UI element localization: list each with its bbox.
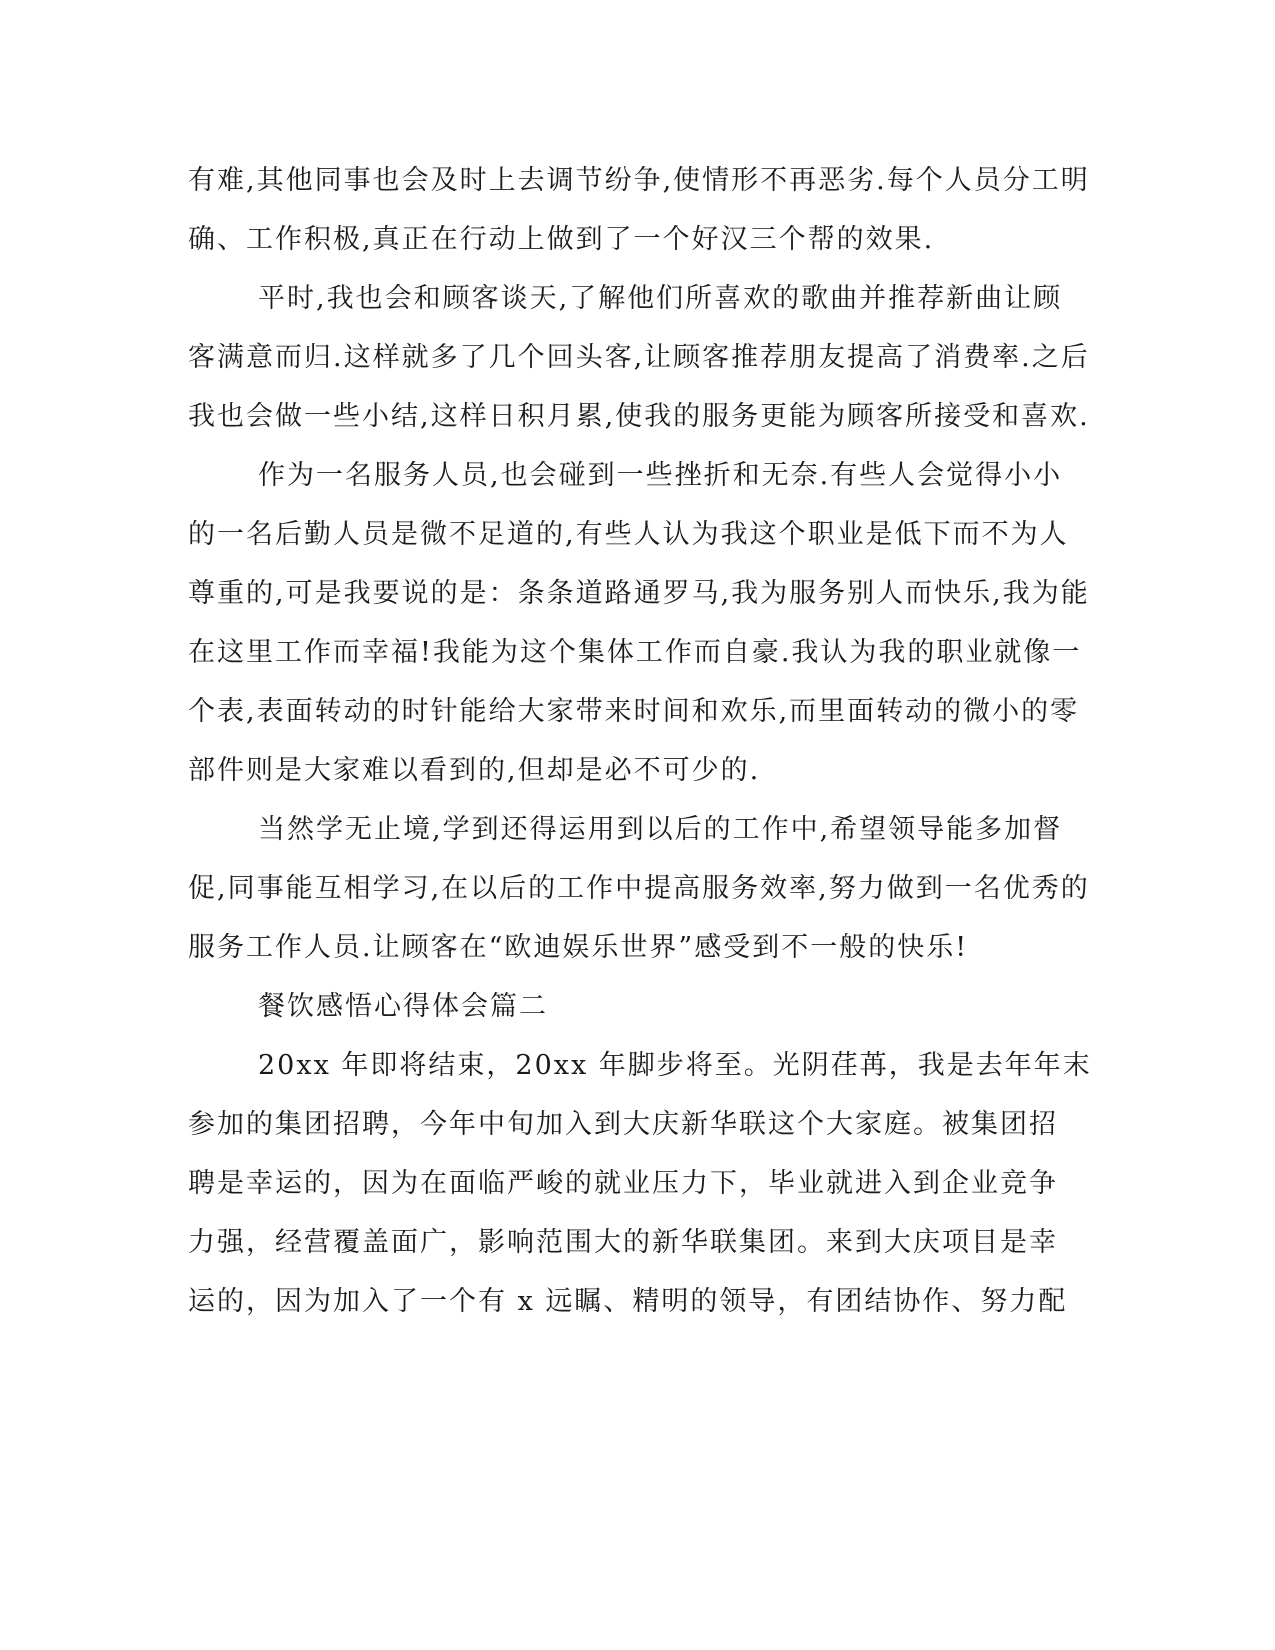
text-line: 尊重的,可是我要说的是：条条道路通罗马,我为服务别人而快乐,我为能 xyxy=(188,578,1090,609)
text-line: 确、工作积极,真正在行动上做到了一个好汉三个帮的效果. xyxy=(188,224,935,255)
text-line: 的一名后勤人员是微不足道的,有些人认为我这个职业是低下而不为人 xyxy=(188,519,1069,550)
section-heading: 餐饮感悟心得体会篇二 xyxy=(258,991,548,1022)
paragraph-start-line: 当然学无止境,学到还得运用到以后的工作中,希望领导能多加督 xyxy=(258,814,1063,845)
paragraph-start-line: 平时,我也会和顾客谈天,了解他们所喜欢的歌曲并推荐新曲让顾 xyxy=(258,283,1063,314)
paragraph-start-line: 20xx 年即将结束，20xx 年脚步将至。光阴荏苒，我是去年年末 xyxy=(258,1050,1092,1081)
text-line: 在这里工作而幸福!我能为这个集体工作而自豪.我认为我的职业就像一 xyxy=(188,637,1082,668)
text-line: 聘是幸运的，因为在面临严峻的就业压力下，毕业就进入到企业竞争 xyxy=(188,1168,1058,1199)
text-line: 力强，经营覆盖面广，影响范围大的新华联集团。来到大庆项目是幸 xyxy=(188,1227,1058,1258)
text-line: 个表,表面转动的时针能给大家带来时间和欢乐,而里面转动的微小的零 xyxy=(188,696,1080,727)
text-line: 促,同事能互相学习,在以后的工作中提高服务效率,努力做到一名优秀的 xyxy=(188,873,1090,904)
text-line: 参加的集团招聘，今年中旬加入到大庆新华联这个大家庭。被集团招 xyxy=(188,1109,1058,1140)
text-line: 服务工作人员.让顾客在“欧迪娱乐世界”感受到不一般的快乐! xyxy=(188,932,969,963)
text-line: 运的，因为加入了一个有 x 远瞩、精明的领导，有团结协作、努力配 xyxy=(188,1286,1068,1317)
text-line: 有难,其他同事也会及时上去调节纷争,使情形不再恶劣.每个人员分工明 xyxy=(188,165,1090,196)
text-line: 我也会做一些小结,这样日积月累,使我的服务更能为顾客所接受和喜欢. xyxy=(188,401,1090,432)
paragraph-start-line: 作为一名服务人员,也会碰到一些挫折和无奈.有些人会觉得小小 xyxy=(258,460,1063,491)
text-line: 客满意而归.这样就多了几个回头客,让顾客推荐朋友提高了消费率.之后 xyxy=(188,342,1090,373)
text-line: 部件则是大家难以看到的,但却是必不可少的. xyxy=(188,755,761,786)
